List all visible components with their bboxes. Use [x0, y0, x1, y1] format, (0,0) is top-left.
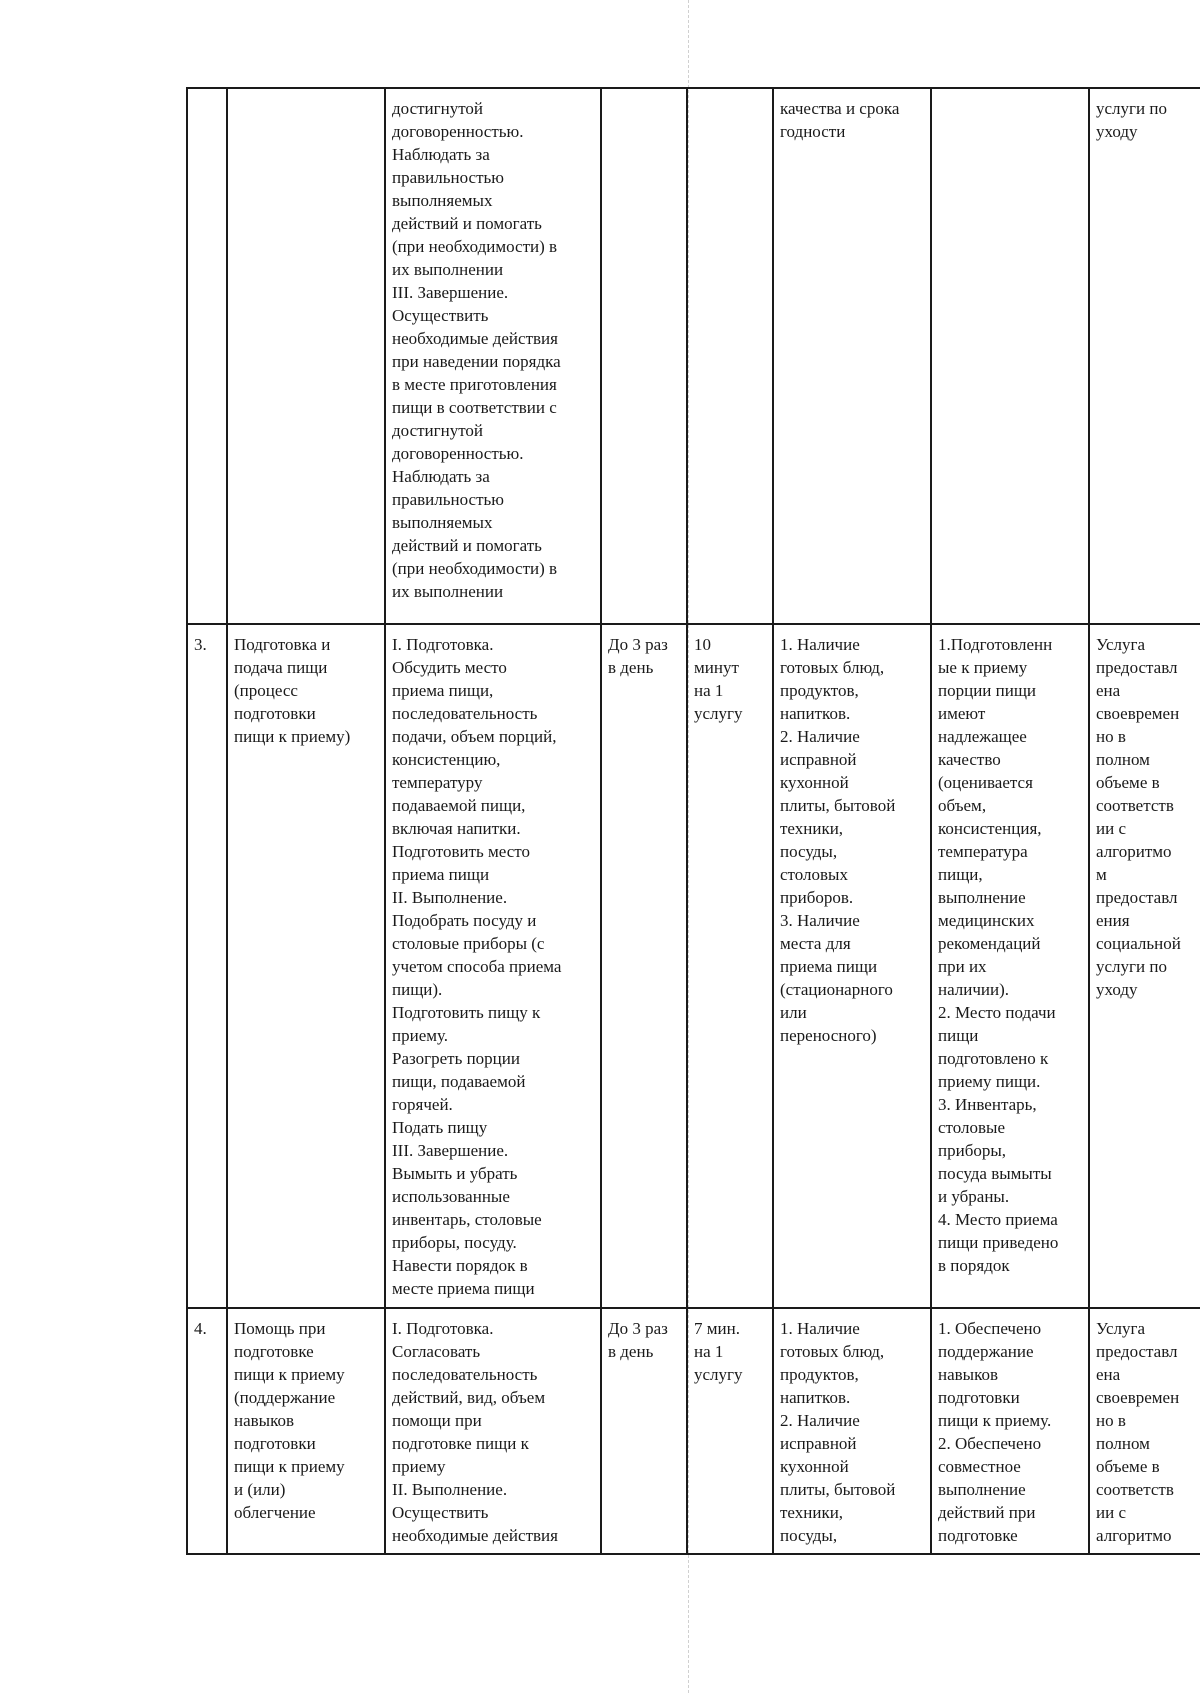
cell-duration: 10 минут на 1 услугу	[687, 624, 773, 1308]
cell-procedure: I. Подготовка. Согласовать последовательность действий, вид, объем помощи при подготовке пищи к приему II. Выполнение. Осуществить необходимые действия	[385, 1308, 601, 1554]
cell-number	[187, 88, 227, 624]
cell-quality: Услуга предоставл ена своевремен но в полном объеме в соответств ии с алгоритмо м предоставл ения социальной услуги по уходу	[1089, 624, 1200, 1308]
table-row	[187, 1308, 1200, 1554]
cell-conditions: 1. Наличие готовых блюд, продуктов, напитков. 2. Наличие исправной кухонной плиты, бытовой техники, посуды, столовых приборов. 3. Наличие места для приема пищи (стационарного или переносного)	[773, 624, 931, 1308]
cell-result	[931, 88, 1089, 624]
cell-conditions: 1. Наличие готовых блюд, продуктов, напитков. 2. Наличие исправной кухонной плиты, бытовой техники, посуды,	[773, 1308, 931, 1554]
table-row	[187, 624, 1200, 1308]
cell-procedure: I. Подготовка. Обсудить место приема пищи, последовательность подачи, объем порций, консистенцию, температуру подаваемой пищи, включая напитки. Подготовить место приема пищи II. Выполнение. Подобрать посуду и столовые приборы (с учетом способа приема пищи). Подготовить пищу к приему. Разогреть порции пищи, подаваемой горячей. Подать пищу III. Завершение. Вымыть и убрать использованные инвентарь, столовые приборы, посуду. Навести порядок в месте приема пищи	[385, 624, 601, 1308]
cell-result: 1.Подготовленн ые к приему порции пищи имеют надлежащее качество (оценивается объем, консистенция, температура пищи, выполнение медицинских рекомендаций при их наличии). 2. Место подачи пищи подготовлено к приему пищи. 3. Инвентарь, столовые приборы, посуда вымыты и убраны. 4. Место приема пищи приведено в порядок	[931, 624, 1089, 1308]
cell-quality: Услуга предоставл ена своевремен но в полном объеме в соответств ии с алгоритмо	[1089, 1308, 1200, 1554]
cell-frequency	[601, 88, 687, 624]
cell-duration	[687, 88, 773, 624]
cell-service-name: Помощь при подготовке пищи к приему (поддержание навыков подготовки пищи к приему и (или) облегчение	[227, 1308, 385, 1554]
cell-conditions: качества и срока годности	[773, 88, 931, 624]
cell-procedure: достигнутой договоренностью. Наблюдать за правильностью выполняемых действий и помогать (при необходимости) в их выполнении III. Завершение. Осуществить необходимые действия при наведении порядка в месте приготовления пищи в соответствии с достигнутой договоренностью. Наблюдать за правильностью выполняемых действий и помогать (при необходимости) в их выполнении	[385, 88, 601, 624]
cell-number: 4.	[187, 1308, 227, 1554]
cell-number: 3.	[187, 624, 227, 1308]
cell-duration: 7 мин. на 1 услугу	[687, 1308, 773, 1554]
cell-result: 1. Обеспечено поддержание навыков подготовки пищи к приему. 2. Обеспечено совместное выполнение действий при подготовке	[931, 1308, 1089, 1554]
cell-frequency: До 3 раз в день	[601, 624, 687, 1308]
services-table	[186, 87, 1200, 1555]
table-row	[187, 88, 1200, 624]
cell-quality: услуги по уходу	[1089, 88, 1200, 624]
cell-service-name: Подготовка и подача пищи (процесс подготовки пищи к приему)	[227, 624, 385, 1308]
cell-frequency: До 3 раз в день	[601, 1308, 687, 1554]
cell-service-name	[227, 88, 385, 624]
